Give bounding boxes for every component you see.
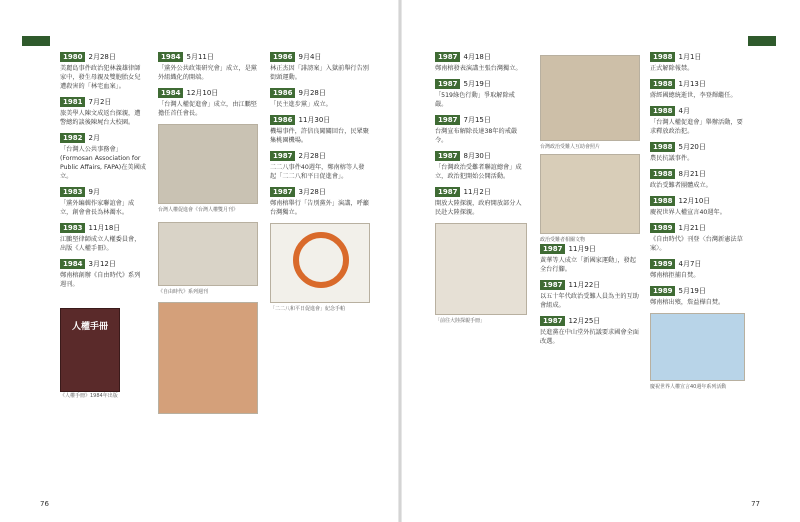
- entry-date: 1月1日: [678, 53, 702, 61]
- year-tag: 1989: [650, 223, 675, 233]
- entry-text: 「台灣人權促進會」成立，由江鵬堅擔任首任會長。: [158, 101, 257, 117]
- entry-text: 農民抗議事件。: [650, 155, 694, 162]
- caption-magazine: 台灣人權促進會《台灣人權雙月刊》: [158, 207, 239, 213]
- year-tag: 1987: [435, 79, 460, 89]
- timeline-entry: [650, 142, 745, 163]
- entry-text: 蔣經國總統逝世，李登輝繼任。: [650, 92, 737, 99]
- year-tag: 1987: [270, 187, 295, 197]
- entry-date: 9月: [88, 188, 100, 196]
- timeline-entry: [270, 151, 370, 181]
- timeline-entry: [650, 223, 745, 253]
- magazine-cover-photo: [650, 313, 745, 381]
- entry-date: 11月22日: [568, 281, 601, 289]
- caption-weekly: 《自由時代》系列週刊: [158, 289, 209, 295]
- entry-text: 「民主進步黨」成立。: [270, 101, 332, 108]
- timeline-entry: [650, 106, 745, 136]
- entry-date: 12月10日: [186, 89, 219, 97]
- year-tag: 1988: [650, 106, 675, 116]
- entry-text: 「519綠色行動」爭取解除戒嚴。: [435, 92, 515, 108]
- timeline-entry: [158, 52, 258, 82]
- entry-text: 鄭南榕發表演講主張台灣獨立。: [435, 65, 522, 72]
- entry-text: 林正杰因「誹謗案」入獄前舉行告別街頭運動。: [270, 65, 369, 81]
- timeline-entry: [435, 79, 527, 109]
- timeline-entry: [60, 52, 146, 91]
- timeline-entry: [270, 52, 370, 82]
- caption-booklet: 「前往大陸探親手冊」: [435, 318, 486, 324]
- entry-text: 「台灣人權促進會」舉辦活動，要求釋放政治犯。: [650, 119, 743, 135]
- timeline-entry: [158, 88, 258, 118]
- timeline-entry: [270, 187, 370, 217]
- year-tag: 1984: [60, 259, 85, 269]
- entry-date: 11月18日: [88, 224, 121, 232]
- book-cover-photo: [60, 308, 120, 392]
- entry-text: 慶祝世界人權宣言40週年。: [650, 209, 726, 216]
- entry-text: 「黨外編輯作家聯誼會」成立，創會會長為林濁水。: [60, 200, 135, 216]
- year-tag: 1988: [650, 52, 675, 62]
- year-tag: 1987: [435, 187, 460, 197]
- right-column-3: [650, 52, 745, 391]
- entry-text: 正式解除報禁。: [650, 65, 694, 72]
- year-tag: 1988: [650, 142, 675, 152]
- timeline-entry: [60, 259, 146, 289]
- entry-date: 2月28日: [298, 152, 326, 160]
- year-tag: 1988: [650, 196, 675, 206]
- entry-text: 政治受難者團體成立。: [650, 182, 712, 189]
- caption-certificate: 台灣政治受難人互助會照片: [540, 144, 601, 150]
- year-tag: 1981: [60, 97, 85, 107]
- entry-date: 8月21日: [678, 170, 706, 178]
- year-tag: 1983: [60, 223, 85, 233]
- entry-date: 4月7日: [678, 260, 702, 268]
- magazine-covers-photo: [158, 124, 258, 204]
- year-tag: 1987: [435, 52, 460, 62]
- year-tag: 1980: [60, 52, 85, 62]
- entry-text: 「黨外公共政策研究會」成立，是黨外組織化的開端。: [158, 65, 257, 81]
- entry-date: 4月: [678, 107, 690, 115]
- timeline-entry: [435, 115, 527, 145]
- entry-text: 台灣宣布解除長達38年的戒嚴令。: [435, 128, 518, 144]
- weekly-magazines-photo: [158, 302, 258, 414]
- timeline-entry: [540, 280, 640, 310]
- timeline-entry: [435, 151, 527, 181]
- left-column-1: [60, 52, 146, 295]
- year-tag: 1988: [650, 79, 675, 89]
- year-tag: 1986: [270, 52, 295, 62]
- year-tag: 1984: [158, 88, 183, 98]
- entry-text: 黃華等人成立「新國家運動」，發起全台行腳。: [540, 257, 636, 273]
- entry-text: 美麗島事件政治犯林義雄律師家中，發生母親及雙胞胎女兒遭殺害的「林宅血案」。: [60, 65, 141, 90]
- entry-date: 9月28日: [298, 89, 326, 97]
- left-column-2: [158, 52, 258, 417]
- year-tag: 1982: [60, 133, 85, 143]
- entry-date: 11月30日: [298, 116, 331, 124]
- entry-text: 開放大陸探親，政府開放部分人民赴大陸探親。: [435, 200, 522, 216]
- entry-date: 2月28日: [88, 53, 116, 61]
- year-tag: 1987: [540, 316, 565, 326]
- entry-text: 江鵬堅律師成立人權委員會，出版《人權手冊》。: [60, 236, 141, 252]
- entry-date: 5月20日: [678, 143, 706, 151]
- entry-text: 鄭南榕創辦《自由時代》系列週刊。: [60, 272, 141, 288]
- entry-date: 5月11日: [186, 53, 214, 61]
- caption-handkerchief: 「二二八和平日促進會」紀念手帕: [270, 306, 346, 312]
- entry-date: 7月2日: [88, 98, 112, 106]
- caption-book: 《人權手冊》1984年出版: [60, 393, 118, 399]
- caption-documents: 政治受難者相關文物: [540, 237, 586, 243]
- entry-text: 二二八事件40週年，鄭南榕等人發起「二二八和平日促進會」。: [270, 164, 365, 180]
- timeline-entry: [650, 259, 745, 280]
- timeline-entry: [650, 52, 745, 73]
- timeline-entry: [435, 187, 527, 217]
- timeline-entry: [60, 223, 146, 253]
- entry-date: 7月15日: [463, 116, 491, 124]
- timeline-entry: [650, 286, 745, 307]
- entry-text: 機場事件，許信良闖關回台，民眾聚集桃園機場。: [270, 128, 369, 144]
- left-header-bar: [22, 36, 50, 46]
- timeline-entry: [435, 52, 527, 73]
- page-number-right: 77: [751, 500, 760, 508]
- right-column-1: [435, 52, 527, 325]
- entry-date: 11月9日: [568, 245, 596, 253]
- entry-text: 以五十年代政治受難人員為主的互助會組成。: [540, 293, 639, 309]
- year-tag: 1986: [270, 88, 295, 98]
- handkerchief-circle: [293, 232, 349, 288]
- entry-text: 旅美學人陳文成返台探親，遭警總約談後陳屍台大校園。: [60, 110, 141, 126]
- entry-text: 「台灣人公共事務會」(Formosan Association for Public Affairs, FAPA)在美國成立。: [60, 146, 146, 180]
- year-tag: 1987: [270, 151, 295, 161]
- entry-date: 3月28日: [298, 188, 326, 196]
- right-column-2: [540, 52, 640, 352]
- entry-date: 12月25日: [568, 317, 601, 325]
- book-cover-title: 人權手冊: [71, 322, 108, 332]
- timeline-entry: [270, 88, 370, 109]
- left-column-3: [270, 52, 370, 313]
- entry-text: 鄭南榕拒捕自焚。: [650, 272, 700, 279]
- timeline-entry: [540, 244, 640, 274]
- entry-date: 5月19日: [678, 287, 706, 295]
- entry-date: 1月13日: [678, 80, 706, 88]
- timeline-entry: [60, 133, 146, 181]
- page-number-left: 76: [40, 500, 49, 508]
- timeline-entry: [650, 79, 745, 100]
- timeline-entry: [60, 187, 146, 217]
- year-tag: 1984: [158, 52, 183, 62]
- year-tag: 1987: [540, 280, 565, 290]
- entry-date: 4月18日: [463, 53, 491, 61]
- entry-date: 12月10日: [678, 197, 711, 205]
- timeline-entry: [540, 316, 640, 346]
- entry-date: 3月12日: [88, 260, 116, 268]
- entry-date: 9月4日: [298, 53, 322, 61]
- entry-text: 鄭南榕出殯，詹益樺自焚。: [650, 299, 725, 306]
- year-tag: 1986: [270, 115, 295, 125]
- year-tag: 1987: [435, 115, 460, 125]
- timeline-entry: [270, 115, 370, 145]
- entry-date: 8月30日: [463, 152, 491, 160]
- caption-cover: 慶祝世界人權宣言40週年系列活動: [650, 384, 727, 390]
- handkerchief-photo: [270, 223, 370, 303]
- newspaper-photo: [158, 222, 258, 286]
- entry-date: 5月19日: [463, 80, 491, 88]
- year-tag: 1989: [650, 259, 675, 269]
- year-tag: 1989: [650, 286, 675, 296]
- entry-date: 1月21日: [678, 224, 706, 232]
- entry-text: 民進黨在中山堂外抗議要求國會全面改選。: [540, 329, 639, 345]
- travel-booklet-photo: [435, 223, 527, 315]
- entry-text: 「台灣政治受難者聯誼總會」成立，政治犯開始公開活動。: [435, 164, 522, 180]
- year-tag: 1983: [60, 187, 85, 197]
- year-tag: 1987: [540, 244, 565, 254]
- certificate-photo: [540, 55, 640, 141]
- timeline-entry: [60, 97, 146, 127]
- entry-text: 鄭南榕舉行「告別黨外」演講，呼籲台灣獨立。: [270, 200, 369, 216]
- entry-date: 2月: [88, 134, 100, 142]
- entry-date: 11月2日: [463, 188, 491, 196]
- year-tag: 1987: [435, 151, 460, 161]
- page-gutter: [398, 0, 402, 522]
- entry-text: 《自由時代》刊登〈台灣新憲法草案〉。: [650, 236, 743, 252]
- right-header-bar: [748, 36, 776, 46]
- timeline-entry: [650, 196, 745, 217]
- timeline-entry: [650, 169, 745, 190]
- documents-photo: [540, 154, 640, 234]
- year-tag: 1988: [650, 169, 675, 179]
